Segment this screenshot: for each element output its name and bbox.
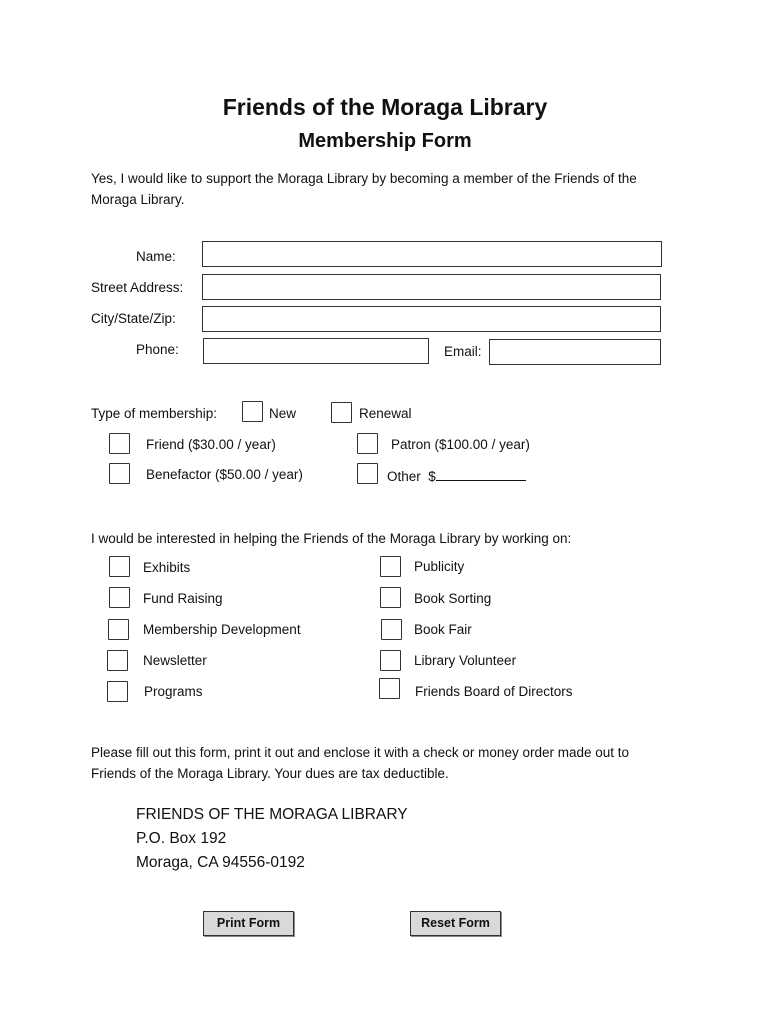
fund-raising-label: Fund Raising — [143, 591, 223, 606]
address-line-3: Moraga, CA 94556-0192 — [136, 854, 305, 871]
phone-label: Phone: — [136, 342, 179, 357]
address-line-1: FRIENDS OF THE MORAGA LIBRARY — [136, 806, 408, 823]
phone-field[interactable] — [203, 338, 429, 364]
membership-type-label: Type of membership: — [91, 406, 218, 421]
other-label-text: Other $ — [387, 469, 436, 484]
newsletter-label: Newsletter — [143, 653, 207, 668]
name-label: Name: — [136, 249, 176, 264]
renewal-checkbox[interactable] — [331, 402, 352, 423]
book-fair-checkbox[interactable] — [381, 619, 402, 640]
friend-checkbox[interactable] — [109, 433, 130, 454]
intro-text: Yes, I would like to support the Moraga Library by becoming a member of the Friends of the Moraga Library. — [91, 171, 637, 207]
address-line-2: P.O. Box 192 — [136, 830, 227, 847]
benefactor-checkbox[interactable] — [109, 463, 130, 484]
form-title: Friends of the Moraga Library — [222, 94, 548, 120]
publicity-checkbox[interactable] — [380, 556, 401, 577]
city-state-zip-label: City/State/Zip: — [91, 311, 176, 326]
benefactor-label: Benefactor ($50.00 / year) — [146, 467, 303, 482]
other-amount-blank[interactable] — [436, 467, 526, 481]
city-state-zip-field[interactable] — [202, 306, 661, 332]
membership-development-label: Membership Development — [143, 622, 301, 637]
patron-checkbox[interactable] — [357, 433, 378, 454]
reset-form-button[interactable]: Reset Form — [410, 911, 501, 936]
renewal-label: Renewal — [359, 406, 412, 421]
patron-label: Patron ($100.00 / year) — [391, 437, 530, 452]
friend-label: Friend ($30.00 / year) — [146, 437, 276, 452]
book-sorting-checkbox[interactable] — [380, 587, 401, 608]
exhibits-label: Exhibits — [143, 560, 191, 575]
programs-checkbox[interactable] — [107, 681, 128, 702]
board-of-directors-checkbox[interactable] — [379, 678, 400, 699]
print-form-button[interactable]: Print Form — [203, 911, 294, 936]
library-volunteer-label: Library Volunteer — [414, 653, 517, 668]
instructions-text: Please fill out this form, print it out and enclose it with a check or money order made out to Friends of the Moraga Library. Your dues are tax deductible. — [91, 745, 630, 781]
other-checkbox[interactable] — [357, 463, 378, 484]
library-volunteer-checkbox[interactable] — [380, 650, 401, 671]
street-address-label: Street Address: — [91, 280, 184, 295]
email-label: Email: — [444, 344, 482, 359]
board-of-directors-label: Friends Board of Directors — [415, 684, 573, 699]
volunteer-prompt: I would be interested in helping the Friends of the Moraga Library by working on: — [91, 531, 572, 546]
name-field[interactable] — [202, 241, 662, 267]
newsletter-checkbox[interactable] — [107, 650, 128, 671]
membership-development-checkbox[interactable] — [108, 619, 129, 640]
book-fair-label: Book Fair — [414, 622, 472, 637]
new-label: New — [269, 406, 297, 421]
fund-raising-checkbox[interactable] — [109, 587, 130, 608]
other-label — [387, 467, 526, 485]
programs-label: Programs — [144, 684, 203, 699]
email-field[interactable] — [489, 339, 661, 365]
exhibits-checkbox[interactable] — [109, 556, 130, 577]
mailing-address — [136, 803, 408, 875]
publicity-label: Publicity — [414, 559, 465, 574]
street-address-field[interactable] — [202, 274, 661, 300]
book-sorting-label: Book Sorting — [414, 591, 492, 606]
form-subtitle: Membership Form — [298, 130, 472, 152]
new-checkbox[interactable] — [242, 401, 263, 422]
